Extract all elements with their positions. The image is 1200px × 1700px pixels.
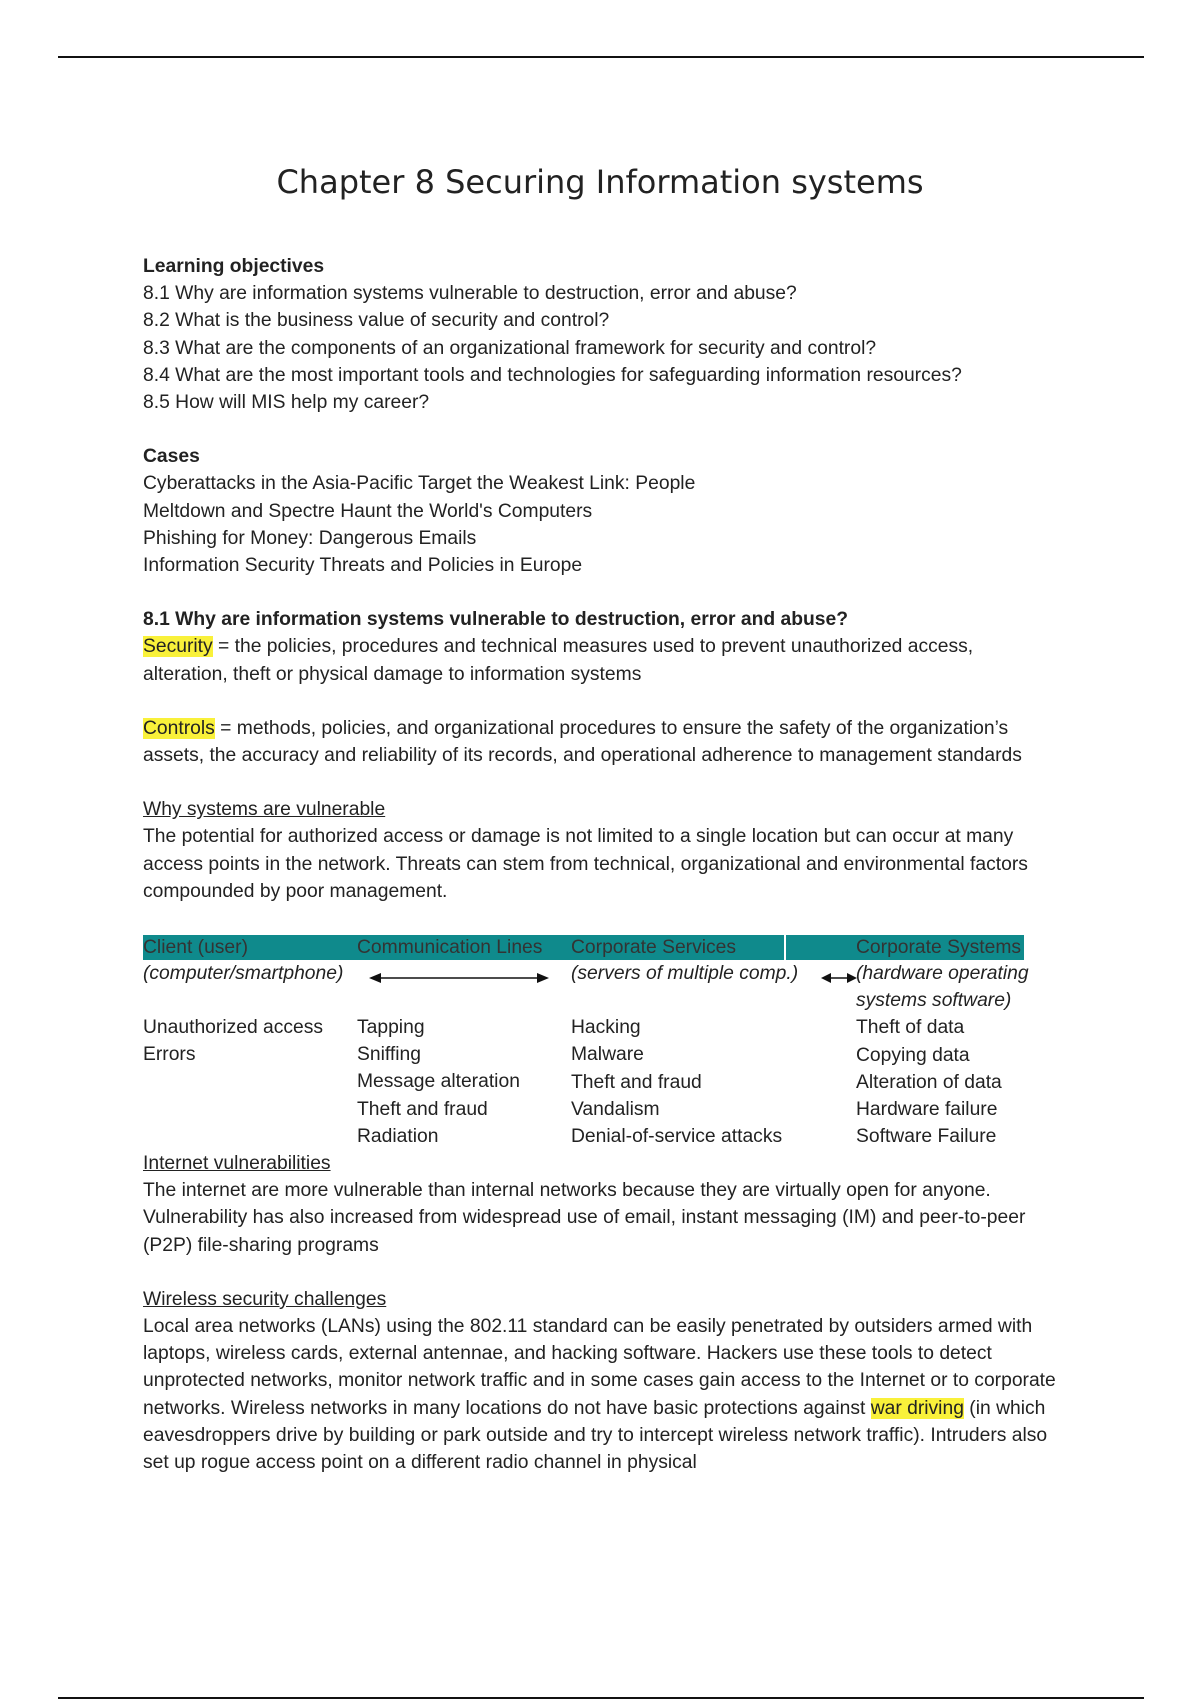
threat-item: Alteration of data [856, 1071, 1002, 1093]
controls-term: Controls [143, 717, 215, 739]
security-term: Security [143, 636, 213, 658]
threat-item: Theft and fraud [571, 1071, 702, 1093]
column-services [571, 960, 798, 1150]
objective-item: 8.5 How will MIS help my career? [143, 392, 430, 414]
threat-table [143, 932, 1063, 1150]
war-driving-term: war driving [870, 1397, 964, 1419]
top-rule [58, 56, 1144, 58]
column-systems [856, 960, 1029, 1150]
threat-item: Hacking [571, 1017, 641, 1039]
why-vulnerable-text: The potential for authorized access or damage is not limited to a single location but can occur at many access points in the network. Threats can stem from technical, organizational and environmental factors compounded by poor management. [143, 826, 1028, 902]
threat-item: Theft and fraud [357, 1098, 488, 1120]
objectives-heading: Learning objectives [143, 256, 325, 277]
security-definition: Security = the policies, procedures and technical measures used to prevent unauthorized access, alteration, theft or physical damage to information systems [143, 636, 974, 685]
objective-item: 8.4 What are the most important tools and technologies for safeguarding information resources? [143, 364, 962, 386]
objective-item: 8.3 What are the components of an organizational framework for security and control? [143, 337, 877, 359]
threat-item: Hardware failure [856, 1099, 998, 1121]
wireless-challenges-text: Local area networks (LANs) using the 802.11 standard can be easily penetrated by outsiders armed with laptops, wireless cards, external antennae, and hacking software. Hackers use these tools to detect unprotected networks, monitor network traffic and in some cases gain access to the Internet or to corporate networks. Wireless networks in many locations do not have basic protections against war driving (in which eavesdroppers drive by building or park outside and try to intercept wireless network traffic). Intruders also set up rogue access point on a different radio channel in physical [143, 1316, 1056, 1474]
threat-item: Errors [143, 1044, 196, 1066]
column-header-communication: Communication Lines [357, 937, 543, 959]
threat-item: Copying data [856, 1044, 970, 1066]
internet-vulnerabilities-heading: Internet vulnerabilities [143, 1153, 331, 1175]
column-header-services: Corporate Services [571, 937, 737, 959]
column-client [143, 960, 343, 1069]
threat-item: Software Failure [856, 1126, 997, 1148]
threat-item: Denial-of-service attacks [571, 1126, 783, 1148]
wireless-challenges-heading: Wireless security challenges [143, 1288, 387, 1310]
threat-item: Malware [571, 1044, 644, 1066]
cases-heading: Cases [143, 446, 200, 468]
double-arrow-icon [821, 971, 857, 985]
column-subtitle: (servers of multiple comp.) [571, 963, 799, 985]
case-item: Meltdown and Spectre Haunt the World's Computers [143, 500, 593, 522]
controls-definition: Controls = methods, policies, and organizational procedures to ensure the safety of the organization’s assets, the accuracy and reliability of its records, and operational adherence to management standards [143, 717, 1022, 767]
column-subtitle: (computer/smartphone) [143, 963, 344, 985]
objective-item: 8.1 Why are information systems vulnerable to destruction, error and abuse? [143, 283, 797, 305]
document-body [143, 253, 1063, 1476]
bottom-rule [58, 1697, 1144, 1699]
threat-item: Sniffing [357, 1044, 421, 1066]
why-vulnerable-heading: Why systems are vulnerable [143, 799, 386, 821]
case-item: Phishing for Money: Dangerous Emails [143, 527, 477, 549]
header-divider [784, 935, 786, 960]
case-item: Information Security Threats and Policies in Europe [143, 555, 583, 577]
case-item: Cyberattacks in the Asia-Pacific Target the Weakest Link: People [143, 473, 696, 495]
section-heading: 8.1 Why are information systems vulnerable to destruction, error and abuse? [143, 609, 849, 631]
threat-item: Vandalism [571, 1098, 660, 1120]
threat-item: Message alteration [357, 1071, 520, 1093]
column-header-client: Client (user) [143, 937, 249, 959]
column-communication [357, 960, 520, 1150]
column-header-systems: Corporate Systems [856, 937, 1022, 959]
threat-item: Radiation [357, 1125, 439, 1147]
threat-item: Tapping [357, 1017, 425, 1039]
document-title: Chapter 8 Securing Information systems [276, 163, 924, 201]
threat-item: Theft of data [856, 1017, 965, 1039]
threat-item: Unauthorized access [143, 1017, 324, 1039]
objective-item: 8.2 What is the business value of security and control? [143, 310, 610, 332]
internet-vulnerabilities-text: The internet are more vulnerable than internal networks because they are virtually open for anyone. Vulnerability has also increased from widespread use of email, instant messaging (IM) and peer-to-peer (P2P) file-sharing programs [143, 1180, 1026, 1256]
threat-table-header [143, 935, 1024, 960]
column-subtitle: systems software) [856, 990, 1012, 1012]
column-subtitle: (hardware operating [856, 963, 1029, 985]
